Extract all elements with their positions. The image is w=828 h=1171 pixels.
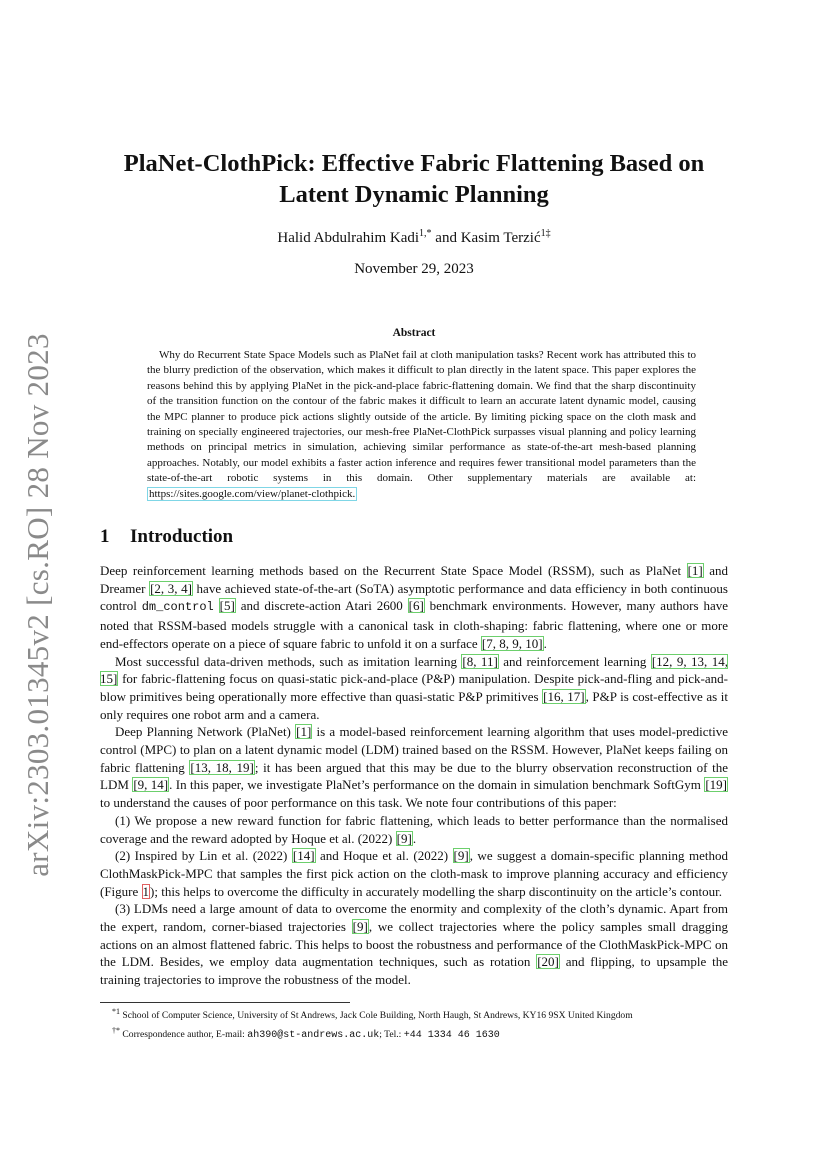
- text-run: and Dreamer: [100, 563, 728, 596]
- section-number: 1: [100, 526, 110, 547]
- text-run: and flipping, to upsample the training trajectories to improve the robustness of the model.: [100, 954, 728, 988]
- text-run: (2) Inspired by Lin et al. (2022): [115, 848, 292, 864]
- citation-link[interactable]: [2, 3, 4]: [150, 580, 192, 596]
- footnotes: [112, 1005, 732, 1044]
- citation-link[interactable]: [1]: [296, 724, 312, 740]
- abstract-heading: Abstract: [392, 327, 436, 339]
- paper-date: November 29, 2023: [354, 261, 474, 277]
- citation-link[interactable]: [5]: [219, 598, 235, 614]
- citation-link[interactable]: [9]: [453, 848, 469, 864]
- citation-link[interactable]: [7, 8, 9, 10]: [481, 635, 543, 651]
- arxiv-sidebar-stamp: [16, 333, 60, 877]
- text-run: , we collect trajectories where the policy samples small dragging actions on an almost flattened fabric. This helps to boost the robustness and performance of the ClothMaskPick-MPC on the LDM. Besides, we employ data augmentation techniques, such as rotation: [100, 919, 728, 970]
- text-run: Deep reinforcement learning methods based on the Recurrent State Space Model (RSSM), such as PlaNet: [100, 563, 687, 578]
- author-email: ah390@st-andrews.ac.uk: [247, 1029, 380, 1041]
- arxiv-identifier: arXiv:2303.01345v2 [cs.RO] 28 Nov 2023: [20, 333, 55, 877]
- author-1-affiliation: 1,*: [419, 228, 432, 239]
- text-run: .: [543, 635, 547, 651]
- text-run: benchmark environments. However, many authors have noted that RSSM-based models struggle with a canonical task in cloth-shaping: fabric flattening, where one or more end-effectors operate on a piece of square fabric to unfold it on a surface: [100, 598, 729, 651]
- body-text: [100, 562, 728, 989]
- section-title: Introduction: [130, 526, 234, 547]
- citation-link[interactable]: [13, 18, 19]: [190, 759, 254, 775]
- text-run: , we suggest a domain-specific planning method ClothMaskPick-MPC that samples the first pick action on the cloth-mask to improve planning accuracy and efficiency (Figure: [100, 848, 728, 899]
- footnote-rule: [100, 1002, 350, 1003]
- figure-reference-link[interactable]: 1: [142, 883, 150, 899]
- citation-link[interactable]: [9]: [396, 830, 412, 846]
- text-run: ); this helps to overcome the difficulty in accurately modelling the sharp discontinuity on the article’s contour.: [150, 883, 723, 899]
- text-run: to understand the causes of poor performance on this task. We note four contributions of this paper:: [100, 795, 617, 811]
- text-run: Deep Planning Network (PlaNet): [115, 724, 296, 740]
- author-list: [100, 228, 728, 247]
- footnote-correspondence: [112, 1024, 732, 1044]
- paragraph-6: [100, 900, 728, 989]
- title-line-1: PlaNet-ClothPick: Effective Fabric Flattening Based on: [123, 150, 705, 177]
- citation-link[interactable]: [16, 17]: [543, 688, 585, 704]
- text-run: is a model-based reinforcement learning algorithm that uses model-predictive control (MPC) to plan on a latent dynamic model (LDM) trained based on the RSSM. However, PlaNet keeps failing on fabric flattening: [100, 724, 728, 775]
- footnote-mark: *1: [112, 1007, 120, 1016]
- section-heading: [100, 526, 233, 548]
- citation-link[interactable]: [9, 14]: [133, 777, 169, 793]
- text-run: . In this paper, we investigate PlaNet’s performance on the domain in simulation benchmark SoftGym: [169, 777, 705, 793]
- text-run: (3) LDMs need a large amount of data to overcome the enormity and complexity of the cloth’s dynamic. Apart from the expert, random, corner-biased trajectories: [100, 901, 728, 935]
- paragraph-5: [100, 847, 728, 900]
- abstract-body: Why do Recurrent State Space Models such as PlaNet fail at cloth manipulation tasks? Recent work has attributed this to the blurry prediction of the observation, which makes it difficult to plan directly in the latent space. This paper explores the reasons behind this by applying PlaNet in the pick-and-place fabric-flattening domain. We find that the sharp discontinuity of the transition function on the contour of the fabric makes it difficult to learn an accurate latent dynamic model, causing the MPC planner to produce pick actions slightly outside of the article. By limiting picking space on the cloth mask and training on specially engineered trajectories, our mesh-free PlaNet-ClothPick surpasses visual planning and policy learning methods on principal metrics in simulation, achieving similar performance as state-of-the-art mesh-based planning approaches. Notably, our model exhibits a faster action inference and requires fewer transitional model parameters than the state-of-the-art robotic systems in this domain. Other supplementary materials are available at:: [147, 349, 696, 485]
- footnote-text: School of Computer Science, University of St Andrews, Jack Cole Building, North Haugh, St Andrews, KY16 9SX United Kingdom: [120, 1010, 633, 1022]
- paragraph-1: [100, 562, 728, 653]
- supplementary-link[interactable]: https://sites.google.com/view/planet-clothpick.: [149, 487, 356, 500]
- footnote-text: ; Tel.:: [379, 1028, 404, 1040]
- author-2: and Kasim Terzić: [431, 230, 541, 246]
- text-run: (1) We propose a new reward function for fabric flattening, which leads to better performance than the normalised coverage and the reward adopted by Hoque et al. (2022): [100, 812, 728, 846]
- code-term: dm_control: [141, 600, 214, 615]
- paragraph-3: [100, 723, 728, 812]
- author-phone: +44 1334 46 1630: [403, 1029, 500, 1041]
- citation-link[interactable]: [9]: [352, 919, 368, 935]
- paragraph-2: [100, 653, 728, 724]
- citation-link[interactable]: [19]: [705, 777, 727, 793]
- citation-link[interactable]: [1]: [687, 563, 703, 578]
- abstract-text: [147, 348, 696, 502]
- citation-link[interactable]: [8, 11]: [462, 653, 498, 669]
- title-line-2: Latent Dynamic Planning: [279, 181, 549, 208]
- text-run: Most successful data-driven methods, such as imitation learning: [115, 653, 462, 669]
- text-run: for fabric-flattening focus on quasi-static pick-and-place (P&P) manipulation. Despite pick-and-fling and pick-and-blow primitives being operationally more effective than quasi-static P&P primitives: [100, 671, 728, 704]
- text-run: and Hoque et al. (2022): [315, 848, 453, 864]
- author-1: Halid Abdulrahim Kadi: [277, 230, 420, 246]
- text-run: , P&P is cost-effective as it only requires one robot arm and a camera.: [100, 688, 728, 722]
- citation-link[interactable]: [20]: [537, 954, 559, 970]
- footnote-text: Correspondence author, E-mail:: [120, 1028, 248, 1040]
- text-run: have achieved state-of-the-art (SoTA) asymptotic performance and data efficiency in both continuous control: [100, 580, 728, 614]
- text-run: and discrete-action Atari 2600: [235, 598, 408, 614]
- citation-link[interactable]: [12, 9, 13, 14, 15]: [100, 653, 728, 687]
- paragraph-4: [100, 812, 728, 847]
- footnote-affiliation: [112, 1005, 732, 1024]
- text-run: and reinforcement learning: [498, 653, 651, 669]
- paper-title: [100, 148, 728, 210]
- author-2-affiliation: 1‡: [540, 228, 551, 239]
- citation-link[interactable]: [14]: [292, 848, 315, 864]
- footnote-mark: †*: [112, 1025, 120, 1035]
- text-run: ; it has been argued that this may be due to the blurry observation reconstruction of the LDM: [100, 759, 728, 793]
- text-run: .: [412, 830, 417, 846]
- citation-link[interactable]: [6]: [408, 598, 424, 614]
- text-run: [214, 598, 219, 613]
